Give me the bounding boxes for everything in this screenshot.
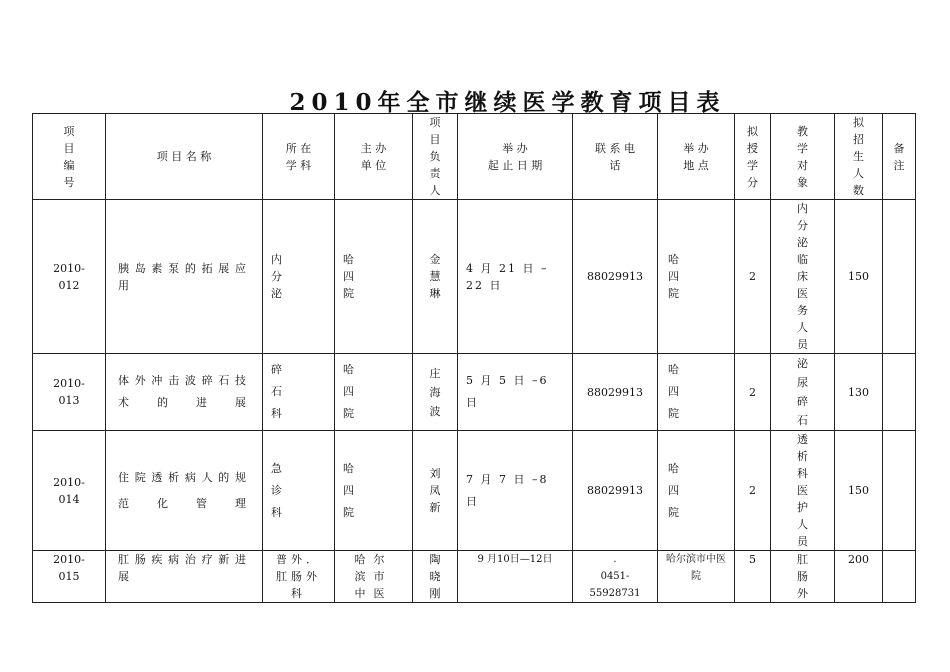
row-leader: 金慧琳 [429, 253, 441, 300]
row-no: 2010- 013 [33, 354, 106, 431]
row-date: 7 月 7 日 –8 日 [466, 472, 549, 508]
row-name: 体外冲击波碎石技术的进展 [118, 374, 250, 409]
row-no: 2010- 012 [33, 200, 106, 354]
row-note [883, 551, 916, 603]
row-date: 4 月 21 日 –22 日 [466, 261, 549, 292]
table-row [33, 431, 916, 551]
header-name: 项 目 名 称 [106, 114, 263, 200]
header-no: 项目编号 [63, 124, 75, 189]
header-date: 举 办 起 止 日 期 [458, 114, 573, 200]
row-credits: 2 [735, 431, 771, 551]
row-target: 透析科医护人员 [797, 433, 808, 548]
header-credits: 拟授学分 [747, 124, 758, 189]
header-phone: 联 系 电 话 [573, 114, 658, 200]
header-target: 教学对象 [797, 124, 808, 189]
row-place: 哈尔滨市中医院 [658, 551, 735, 603]
row-phone-mark: . [613, 554, 617, 565]
row-target: 泌尿碎石 [797, 357, 808, 427]
row-name: 肛肠疾病治疗新进展 [118, 553, 250, 583]
row-subject: 普外．肛肠外科 [276, 553, 321, 600]
row-enroll: 150 [835, 200, 883, 354]
row-subject: 急诊科 [271, 461, 304, 519]
row-date: 9 月10日—12日 [458, 551, 573, 603]
row-leader: 陶晓刚 [429, 553, 441, 600]
row-target: 内分泌临床医务人员 [797, 202, 808, 351]
row-unit: 哈四院 [343, 253, 384, 300]
header-note: 备注 [893, 141, 905, 172]
header-row [33, 114, 916, 200]
row-phone: 88029913 [573, 200, 658, 354]
header-unit: 主 办 单 位 [335, 114, 413, 200]
header-enroll: 拟招生人数 [853, 116, 864, 197]
header-leader: 项目负责人 [429, 116, 441, 197]
row-credits: 2 [735, 200, 771, 354]
row-enroll: 200 [835, 551, 883, 603]
row-leader: 刘凤新 [429, 467, 441, 514]
row-note [883, 431, 916, 551]
project-table [32, 113, 916, 603]
row-enroll: 150 [835, 431, 883, 551]
row-no: 2010- 015 [33, 551, 106, 603]
row-enroll: 130 [835, 354, 883, 431]
row-leader: 庄海波 [429, 366, 441, 418]
row-note [883, 354, 916, 431]
table-row [33, 551, 916, 603]
page-title: 2010年全市继续医学教育项目表 [289, 89, 726, 116]
row-place: 哈四院 [668, 461, 709, 519]
header-place: 举 办 地 点 [658, 114, 735, 200]
row-phone-cell [573, 551, 658, 603]
row-subject: 内分泌 [271, 253, 304, 300]
row-credits: 2 [735, 354, 771, 431]
header-subject: 所 在 学 科 [263, 114, 335, 200]
row-unit: 哈尔滨市中医 [354, 553, 393, 600]
row-place: 哈四院 [668, 363, 709, 420]
row-unit: 哈四院 [343, 461, 384, 519]
row-phone: 0451-55928731 [589, 571, 641, 599]
row-place: 哈四院 [668, 253, 709, 300]
table-row [33, 354, 916, 431]
row-phone: 88029913 [573, 354, 658, 431]
table-row [33, 200, 916, 354]
row-name: 住院透析病人的规范化管理 [118, 470, 250, 510]
row-note [883, 200, 916, 354]
row-subject: 碎石科 [271, 363, 304, 420]
row-no: 2010- 014 [33, 431, 106, 551]
row-unit: 哈四院 [343, 363, 384, 420]
row-phone: 88029913 [573, 431, 658, 551]
row-target: 肛肠外 [797, 553, 808, 600]
row-name: 胰岛素泵的拓展应用 [118, 261, 250, 292]
row-credits: 5 [735, 551, 771, 603]
row-date: 5 月 5 日 –6 日 [466, 374, 549, 409]
